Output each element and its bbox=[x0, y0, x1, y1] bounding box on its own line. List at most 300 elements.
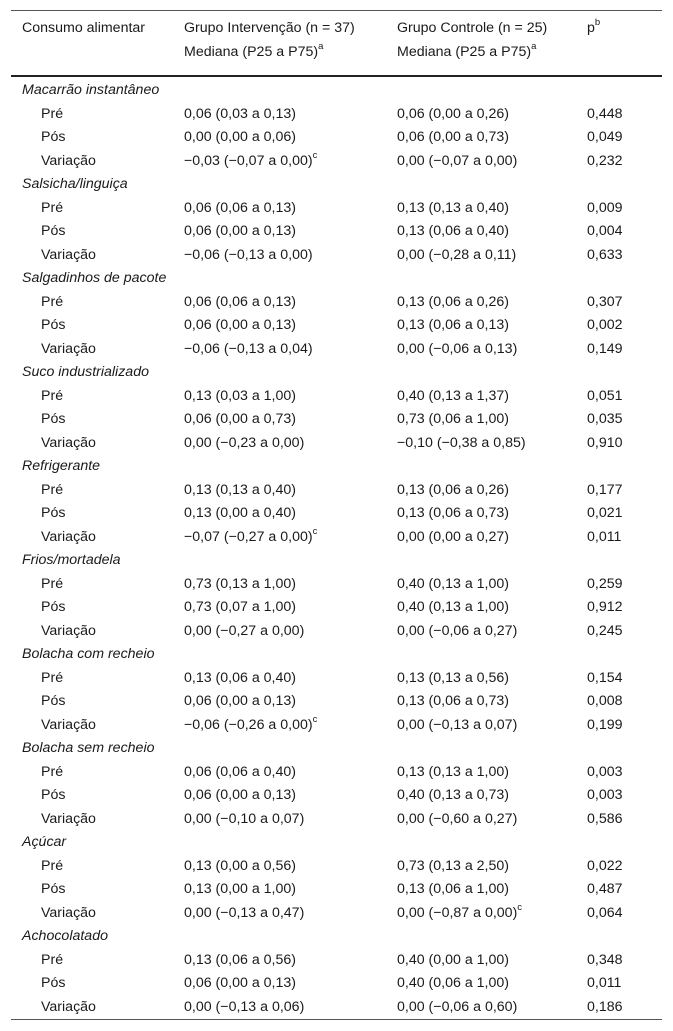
cell-p-value-text: 0,633 bbox=[587, 246, 623, 263]
cell-controle-text: 0,06 (0,00 a 0,26) bbox=[397, 105, 510, 122]
table-row bbox=[11, 291, 662, 315]
row-label-text: Pós bbox=[41, 129, 66, 145]
category-row bbox=[11, 267, 662, 291]
cell-intervencao-text: 0,06 (0,00 a 0,13) bbox=[184, 693, 297, 709]
row-label bbox=[41, 314, 65, 338]
cell-intervencao bbox=[184, 197, 296, 221]
cell-intervencao bbox=[184, 126, 296, 150]
cell-intervencao bbox=[184, 573, 296, 597]
cell-controle-text: 0,00 (−0,60 a 0,27) bbox=[397, 810, 518, 827]
category-label: Açúcar bbox=[22, 834, 67, 850]
header-intervencao-sub-text: Mediana (P25 a P75) bbox=[184, 44, 319, 60]
row-label-text: Variação bbox=[41, 340, 96, 357]
cell-p-value bbox=[587, 338, 623, 362]
cell-intervencao-text: 0,06 (0,00 a 0,73) bbox=[184, 411, 297, 427]
cell-controle-text: 0,00 (−0,07 a 0,00) bbox=[397, 152, 518, 169]
row-label-text: Variação bbox=[41, 810, 96, 827]
cell-intervencao bbox=[184, 526, 317, 550]
cell-p-value bbox=[587, 408, 623, 432]
cell-controle bbox=[397, 761, 509, 785]
header-intervencao-title: Grupo Intervenção (n = 37) bbox=[184, 20, 355, 36]
table-row bbox=[11, 103, 662, 127]
table-row bbox=[11, 244, 662, 268]
cell-controle bbox=[397, 220, 509, 244]
cell-p-value-text: 0,259 bbox=[587, 575, 623, 592]
cell-p-value-text: 0,035 bbox=[587, 411, 623, 427]
cell-p-value-text: 0,051 bbox=[587, 387, 623, 404]
table-row bbox=[11, 667, 662, 691]
cell-intervencao bbox=[184, 502, 296, 526]
cell-intervencao bbox=[184, 244, 313, 268]
cell-p-value-text: 0,912 bbox=[587, 599, 623, 615]
cell-intervencao-text: 0,06 (0,03 a 0,13) bbox=[184, 105, 297, 122]
cell-controle-text: 0,13 (0,06 a 0,40) bbox=[397, 223, 510, 239]
cell-p-value bbox=[587, 502, 623, 526]
header-consumo: Consumo alimentar bbox=[22, 20, 146, 36]
row-label bbox=[41, 761, 63, 785]
cell-controle bbox=[397, 902, 522, 926]
cell-controle-text: 0,13 (0,06 a 1,00) bbox=[397, 881, 510, 897]
cell-intervencao bbox=[184, 784, 296, 808]
cell-intervencao-text: 0,06 (0,06 a 0,13) bbox=[184, 199, 297, 216]
category-row bbox=[11, 925, 662, 949]
cell-p-value-text: 0,149 bbox=[587, 340, 623, 357]
cell-controle-text: 0,00 (−0,06 a 0,27) bbox=[397, 622, 518, 639]
cell-intervencao bbox=[184, 432, 304, 456]
row-label bbox=[41, 220, 65, 244]
cell-p-value bbox=[587, 714, 623, 738]
footnote-a: a bbox=[318, 41, 324, 53]
cell-controle bbox=[397, 126, 509, 150]
cell-controle-text: 0,13 (0,06 a 0,73) bbox=[397, 693, 510, 709]
header-p bbox=[587, 19, 600, 37]
cell-controle-text: 0,00 (0,00 a 0,27) bbox=[397, 528, 510, 545]
cell-controle-text: 0,13 (0,06 a 0,73) bbox=[397, 505, 510, 521]
cell-p-value-text: 0,586 bbox=[587, 810, 623, 827]
cell-intervencao-text: 0,13 (0,06 a 0,40) bbox=[184, 669, 297, 686]
cell-intervencao-text: 0,06 (0,06 a 0,13) bbox=[184, 293, 297, 310]
category-row bbox=[11, 643, 662, 667]
cell-controle bbox=[397, 502, 509, 526]
cell-controle bbox=[397, 714, 517, 738]
cell-intervencao bbox=[184, 878, 296, 902]
table-row bbox=[11, 197, 662, 221]
row-label-text: Pré bbox=[41, 857, 64, 874]
category-label: Salgadinhos de pacote bbox=[22, 270, 167, 286]
cell-controle-text: 0,73 (0,06 a 1,00) bbox=[397, 411, 510, 427]
cell-intervencao-text: −0,06 (−0,13 a 0,04) bbox=[184, 340, 313, 357]
cell-p-value bbox=[587, 784, 623, 808]
category-label: Refrigerante bbox=[22, 458, 101, 474]
table-row bbox=[11, 620, 662, 644]
cell-p-value-text: 0,910 bbox=[587, 434, 623, 451]
cell-controle-text: 0,40 (0,06 a 1,00) bbox=[397, 975, 510, 991]
header-controle-sub-text: Mediana (P25 a P75) bbox=[397, 44, 532, 60]
header-intervencao-sub bbox=[184, 43, 323, 61]
cell-intervencao bbox=[184, 949, 296, 973]
table-row bbox=[11, 385, 662, 409]
cell-controle-text: 0,13 (0,13 a 0,40) bbox=[397, 199, 510, 216]
cell-p-value bbox=[587, 526, 621, 550]
cell-intervencao-text: 0,06 (0,00 a 0,13) bbox=[184, 317, 297, 333]
category-row bbox=[11, 549, 662, 573]
row-label bbox=[41, 197, 63, 221]
cell-intervencao bbox=[184, 808, 304, 832]
footnote-a: a bbox=[531, 41, 537, 53]
row-label-text: Pré bbox=[41, 387, 64, 404]
cell-controle-text: 0,40 (0,13 a 1,00) bbox=[397, 599, 510, 615]
table-row bbox=[11, 714, 662, 738]
table-row bbox=[11, 502, 662, 526]
cell-intervencao-text: 0,73 (0,07 a 1,00) bbox=[184, 599, 297, 615]
cell-intervencao bbox=[184, 291, 296, 315]
cell-controle bbox=[397, 408, 509, 432]
row-label-text: Variação bbox=[41, 904, 96, 921]
cell-p-value bbox=[587, 244, 623, 268]
table-row bbox=[11, 220, 662, 244]
cell-intervencao-text: −0,07 (−0,27 a 0,00) bbox=[184, 528, 313, 545]
row-label bbox=[41, 855, 63, 879]
row-label-text: Pós bbox=[41, 317, 66, 333]
row-label-text: Pós bbox=[41, 599, 66, 615]
table-row bbox=[11, 808, 662, 832]
cell-p-value-text: 0,448 bbox=[587, 105, 623, 122]
cell-p-value bbox=[587, 972, 621, 996]
cell-p-value bbox=[587, 291, 623, 315]
table-row bbox=[11, 126, 662, 150]
table-row bbox=[11, 432, 662, 456]
category-row bbox=[11, 737, 662, 761]
cell-intervencao-text: 0,00 (−0,13 a 0,47) bbox=[184, 904, 305, 921]
row-label bbox=[41, 385, 63, 409]
row-label bbox=[41, 690, 65, 714]
row-label bbox=[41, 972, 65, 996]
cell-controle bbox=[397, 197, 509, 221]
category-label: Bolacha com recheio bbox=[22, 646, 155, 662]
cell-p-value bbox=[587, 596, 623, 620]
row-label bbox=[41, 338, 96, 362]
cell-controle bbox=[397, 949, 509, 973]
cell-controle bbox=[397, 784, 509, 808]
row-label bbox=[41, 596, 65, 620]
table-row bbox=[11, 526, 662, 550]
cell-p-value-text: 0,348 bbox=[587, 951, 623, 968]
header-p-text: p bbox=[587, 20, 595, 36]
row-label-text: Pós bbox=[41, 693, 66, 709]
row-label-text: Variação bbox=[41, 528, 96, 545]
header-controle-title: Grupo Controle (n = 25) bbox=[397, 20, 548, 36]
cell-p-value bbox=[587, 667, 623, 691]
cell-controle bbox=[397, 291, 509, 315]
cell-controle bbox=[397, 996, 517, 1020]
row-label-text: Pós bbox=[41, 975, 66, 991]
cell-intervencao bbox=[184, 385, 296, 409]
cell-p-value bbox=[587, 620, 623, 644]
cell-p-value bbox=[587, 385, 623, 409]
cell-intervencao bbox=[184, 972, 296, 996]
cell-p-value-text: 0,199 bbox=[587, 716, 623, 733]
row-label-text: Pós bbox=[41, 881, 66, 897]
cell-controle bbox=[397, 314, 509, 338]
table-row bbox=[11, 690, 662, 714]
cell-intervencao bbox=[184, 855, 296, 879]
cell-controle bbox=[397, 479, 509, 503]
category-row bbox=[11, 361, 662, 385]
category-label: Bolacha sem recheio bbox=[22, 740, 155, 756]
cell-intervencao bbox=[184, 408, 296, 432]
cell-p-value-text: 0,003 bbox=[587, 763, 623, 780]
row-label-text: Pré bbox=[41, 105, 64, 122]
cell-intervencao-text: 0,13 (0,00 a 0,56) bbox=[184, 857, 297, 874]
row-label bbox=[41, 784, 65, 808]
cell-intervencao-text: 0,06 (0,00 a 0,13) bbox=[184, 787, 297, 803]
row-label bbox=[41, 126, 65, 150]
cell-controle-text: 0,40 (0,13 a 1,00) bbox=[397, 575, 510, 592]
cell-p-value bbox=[587, 996, 623, 1020]
cell-p-value-text: 0,487 bbox=[587, 881, 623, 897]
cell-intervencao-text: 0,73 (0,13 a 1,00) bbox=[184, 575, 297, 592]
table-row bbox=[11, 972, 662, 996]
cell-controle bbox=[397, 244, 516, 268]
cell-intervencao-text: 0,00 (0,00 a 0,06) bbox=[184, 129, 297, 145]
cell-controle bbox=[397, 150, 517, 174]
cell-controle-text: 0,40 (0,00 a 1,00) bbox=[397, 951, 510, 968]
cell-p-value bbox=[587, 197, 623, 221]
cell-p-value bbox=[587, 878, 623, 902]
cell-intervencao-text: 0,13 (0,06 a 0,56) bbox=[184, 951, 297, 968]
cell-intervencao bbox=[184, 714, 317, 738]
row-label bbox=[41, 103, 63, 127]
cell-controle bbox=[397, 690, 509, 714]
table-row bbox=[11, 408, 662, 432]
cell-controle-text: 0,13 (0,06 a 0,13) bbox=[397, 317, 510, 333]
cell-p-value-text: 0,004 bbox=[587, 223, 623, 239]
row-label-text: Variação bbox=[41, 716, 96, 733]
row-label-text: Variação bbox=[41, 434, 96, 451]
cell-controle bbox=[397, 573, 509, 597]
row-label bbox=[41, 996, 96, 1020]
row-label-text: Pré bbox=[41, 575, 64, 592]
cell-p-value-text: 0,022 bbox=[587, 857, 623, 874]
table-row bbox=[11, 338, 662, 362]
cell-controle-text: 0,13 (0,06 a 0,26) bbox=[397, 481, 510, 498]
category-label: Suco industrializado bbox=[22, 364, 149, 380]
cell-controle-text: 0,73 (0,13 a 2,50) bbox=[397, 857, 510, 874]
row-label bbox=[41, 244, 96, 268]
cell-controle bbox=[397, 526, 509, 550]
category-row bbox=[11, 79, 662, 103]
table-row bbox=[11, 596, 662, 620]
cell-p-value bbox=[587, 103, 623, 127]
cell-controle-text: 0,40 (0,13 a 0,73) bbox=[397, 787, 510, 803]
row-label-text: Pré bbox=[41, 199, 64, 216]
table-row bbox=[11, 314, 662, 338]
cell-controle-text: −0,10 (−0,38 a 0,85) bbox=[397, 434, 526, 451]
row-label bbox=[41, 408, 65, 432]
cell-p-value bbox=[587, 479, 623, 503]
row-label bbox=[41, 502, 65, 526]
cell-p-value bbox=[587, 949, 623, 973]
category-row bbox=[11, 455, 662, 479]
cell-intervencao-text: 0,13 (0,03 a 1,00) bbox=[184, 387, 297, 404]
table-row bbox=[11, 949, 662, 973]
row-label-text: Pré bbox=[41, 763, 64, 780]
table-row bbox=[11, 150, 662, 174]
table-body bbox=[11, 77, 662, 1019]
cell-p-value-text: 0,307 bbox=[587, 293, 623, 310]
cell-intervencao bbox=[184, 103, 296, 127]
category-label: Macarrão instantâneo bbox=[22, 82, 160, 98]
cell-controle bbox=[397, 855, 509, 879]
category-label: Achocolatado bbox=[22, 928, 108, 944]
category-row bbox=[11, 831, 662, 855]
cell-p-value-text: 0,245 bbox=[587, 622, 623, 639]
cell-controle bbox=[397, 432, 526, 456]
cell-p-value-text: 0,177 bbox=[587, 481, 623, 498]
row-label bbox=[41, 573, 63, 597]
cell-p-value-text: 0,064 bbox=[587, 904, 623, 921]
cell-controle bbox=[397, 667, 509, 691]
cell-p-value bbox=[587, 690, 623, 714]
row-label bbox=[41, 714, 96, 738]
cell-p-value-text: 0,011 bbox=[587, 528, 622, 545]
cell-intervencao bbox=[184, 761, 296, 785]
cell-intervencao-text: 0,13 (0,13 a 0,40) bbox=[184, 481, 297, 498]
cell-intervencao-text: −0,06 (−0,26 a 0,00) bbox=[184, 716, 313, 733]
cell-p-value bbox=[587, 902, 623, 926]
cell-controle bbox=[397, 972, 509, 996]
table-row bbox=[11, 761, 662, 785]
table-row bbox=[11, 855, 662, 879]
row-label bbox=[41, 878, 65, 902]
cell-intervencao-text: 0,06 (0,00 a 0,13) bbox=[184, 975, 297, 991]
cell-intervencao-text: 0,00 (−0,10 a 0,07) bbox=[184, 810, 305, 827]
footnote-b: b bbox=[594, 17, 601, 29]
row-label bbox=[41, 291, 63, 315]
cell-p-value-text: 0,232 bbox=[587, 152, 623, 169]
row-label bbox=[41, 432, 96, 456]
cell-controle bbox=[397, 808, 517, 832]
cell-controle-text: 0,00 (−0,13 a 0,07) bbox=[397, 716, 518, 733]
cell-intervencao bbox=[184, 479, 296, 503]
table-row bbox=[11, 902, 662, 926]
cell-p-value-text: 0,008 bbox=[587, 693, 623, 709]
cell-controle-text: 0,06 (0,00 a 0,73) bbox=[397, 129, 510, 145]
cell-intervencao-text: 0,00 (−0,27 a 0,00) bbox=[184, 622, 305, 639]
cell-p-value bbox=[587, 855, 623, 879]
row-label-text: Pós bbox=[41, 505, 66, 521]
cell-controle-text: 0,13 (0,13 a 1,00) bbox=[397, 763, 510, 780]
row-label-text: Pré bbox=[41, 951, 64, 968]
row-label bbox=[41, 949, 63, 973]
row-label bbox=[41, 667, 63, 691]
cell-controle bbox=[397, 878, 509, 902]
data-table bbox=[11, 10, 662, 1020]
cell-intervencao-text: −0,03 (−0,07 a 0,00) bbox=[184, 152, 313, 169]
table-row bbox=[11, 878, 662, 902]
cell-controle-text: 0,13 (0,06 a 0,26) bbox=[397, 293, 510, 310]
cell-intervencao bbox=[184, 690, 296, 714]
cell-intervencao-text: 0,00 (−0,23 a 0,00) bbox=[184, 434, 305, 451]
cell-intervencao bbox=[184, 596, 296, 620]
cell-p-value bbox=[587, 761, 623, 785]
row-label bbox=[41, 808, 96, 832]
cell-p-value-text: 0,002 bbox=[587, 317, 623, 333]
footnote-marker: c bbox=[312, 149, 318, 161]
table-row bbox=[11, 479, 662, 503]
cell-controle bbox=[397, 596, 509, 620]
cell-p-value bbox=[587, 126, 623, 150]
cell-controle bbox=[397, 103, 509, 127]
footnote-marker: c bbox=[312, 525, 318, 537]
category-label: Frios/mortadela bbox=[22, 552, 121, 568]
cell-p-value bbox=[587, 432, 623, 456]
cell-intervencao bbox=[184, 996, 304, 1020]
row-label-text: Variação bbox=[41, 246, 96, 263]
category-row bbox=[11, 173, 662, 197]
cell-controle bbox=[397, 385, 509, 409]
cell-controle-text: 0,00 (−0,87 a 0,00) bbox=[397, 904, 518, 921]
row-label-text: Variação bbox=[41, 622, 96, 639]
cell-p-value-text: 0,049 bbox=[587, 129, 623, 145]
row-label-text: Pós bbox=[41, 787, 66, 803]
cell-intervencao bbox=[184, 150, 317, 174]
cell-controle bbox=[397, 620, 517, 644]
cell-intervencao bbox=[184, 902, 304, 926]
cell-intervencao bbox=[184, 220, 296, 244]
cell-controle-text: 0,00 (−0,06 a 0,13) bbox=[397, 340, 518, 357]
cell-intervencao-text: −0,06 (−0,13 a 0,00) bbox=[184, 246, 313, 263]
cell-p-value bbox=[587, 808, 623, 832]
row-label bbox=[41, 902, 96, 926]
cell-p-value-text: 0,003 bbox=[587, 787, 623, 803]
table-row bbox=[11, 573, 662, 597]
row-label-text: Variação bbox=[41, 998, 96, 1015]
table-row bbox=[11, 996, 662, 1020]
cell-controle-text: 0,40 (0,13 a 1,37) bbox=[397, 387, 510, 404]
table-header bbox=[11, 11, 662, 77]
row-label-text: Pós bbox=[41, 223, 66, 239]
cell-p-value-text: 0,009 bbox=[587, 199, 623, 216]
row-label bbox=[41, 526, 96, 550]
cell-intervencao bbox=[184, 338, 313, 362]
cell-controle-text: 0,00 (−0,28 a 0,11) bbox=[397, 246, 517, 263]
row-label-text: Pré bbox=[41, 293, 64, 310]
row-label-text: Pré bbox=[41, 669, 64, 686]
cell-p-value bbox=[587, 220, 623, 244]
cell-p-value bbox=[587, 314, 623, 338]
header-intervencao bbox=[184, 19, 355, 61]
cell-controle bbox=[397, 338, 517, 362]
cell-controle-text: 0,13 (0,13 a 0,56) bbox=[397, 669, 510, 686]
cell-intervencao-text: 0,13 (0,00 a 0,40) bbox=[184, 505, 297, 521]
category-label: Salsicha/linguiça bbox=[22, 176, 128, 192]
cell-controle-text: 0,00 (−0,06 a 0,60) bbox=[397, 998, 518, 1015]
table-row bbox=[11, 784, 662, 808]
row-label-text: Pré bbox=[41, 481, 64, 498]
cell-p-value bbox=[587, 573, 623, 597]
row-label bbox=[41, 479, 63, 503]
footnote-marker: c bbox=[312, 713, 318, 725]
cell-intervencao-text: 0,13 (0,00 a 1,00) bbox=[184, 881, 297, 897]
cell-p-value-text: 0,011 bbox=[587, 975, 622, 991]
cell-intervencao-text: 0,06 (0,00 a 0,13) bbox=[184, 223, 297, 239]
row-label-text: Pós bbox=[41, 411, 66, 427]
row-label bbox=[41, 620, 96, 644]
row-label bbox=[41, 150, 96, 174]
header-controle-sub bbox=[397, 43, 536, 61]
cell-intervencao bbox=[184, 314, 296, 338]
